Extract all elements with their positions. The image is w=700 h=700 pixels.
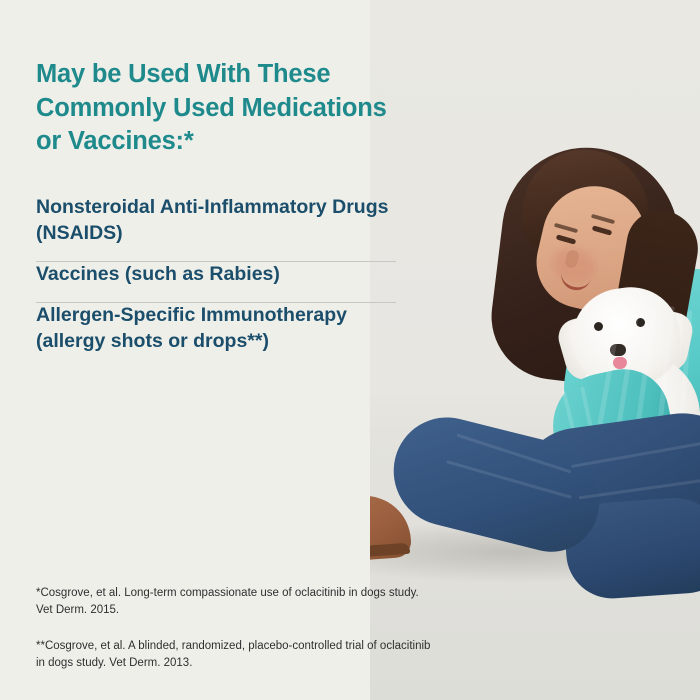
list-item: Allergen-Specific Immunotherapy (allergy shots or drops**): [36, 303, 347, 352]
list-item: Nonsteroidal Anti-Inflammatory Drugs (NSAIDS): [36, 196, 389, 244]
footnote-primary: *Cosgrove, et al. Long-term compassionate use of oclacitinib in dogs study. Vet Derm. 2015.: [36, 587, 419, 617]
list-item: Vaccines (such as Rabies): [36, 262, 280, 285]
footnote-secondary: **Cosgrove, et al. A blinded, randomized, placebo-controlled trial of oclacitinib in dogs study. Vet Derm. 2013.: [36, 639, 431, 669]
dog-eye-left: [594, 322, 603, 331]
page-title: May be Used With These Commonly Used Medications or Vaccines:*: [36, 60, 387, 156]
medication-list: [36, 195, 396, 369]
footnotes: [36, 585, 436, 672]
